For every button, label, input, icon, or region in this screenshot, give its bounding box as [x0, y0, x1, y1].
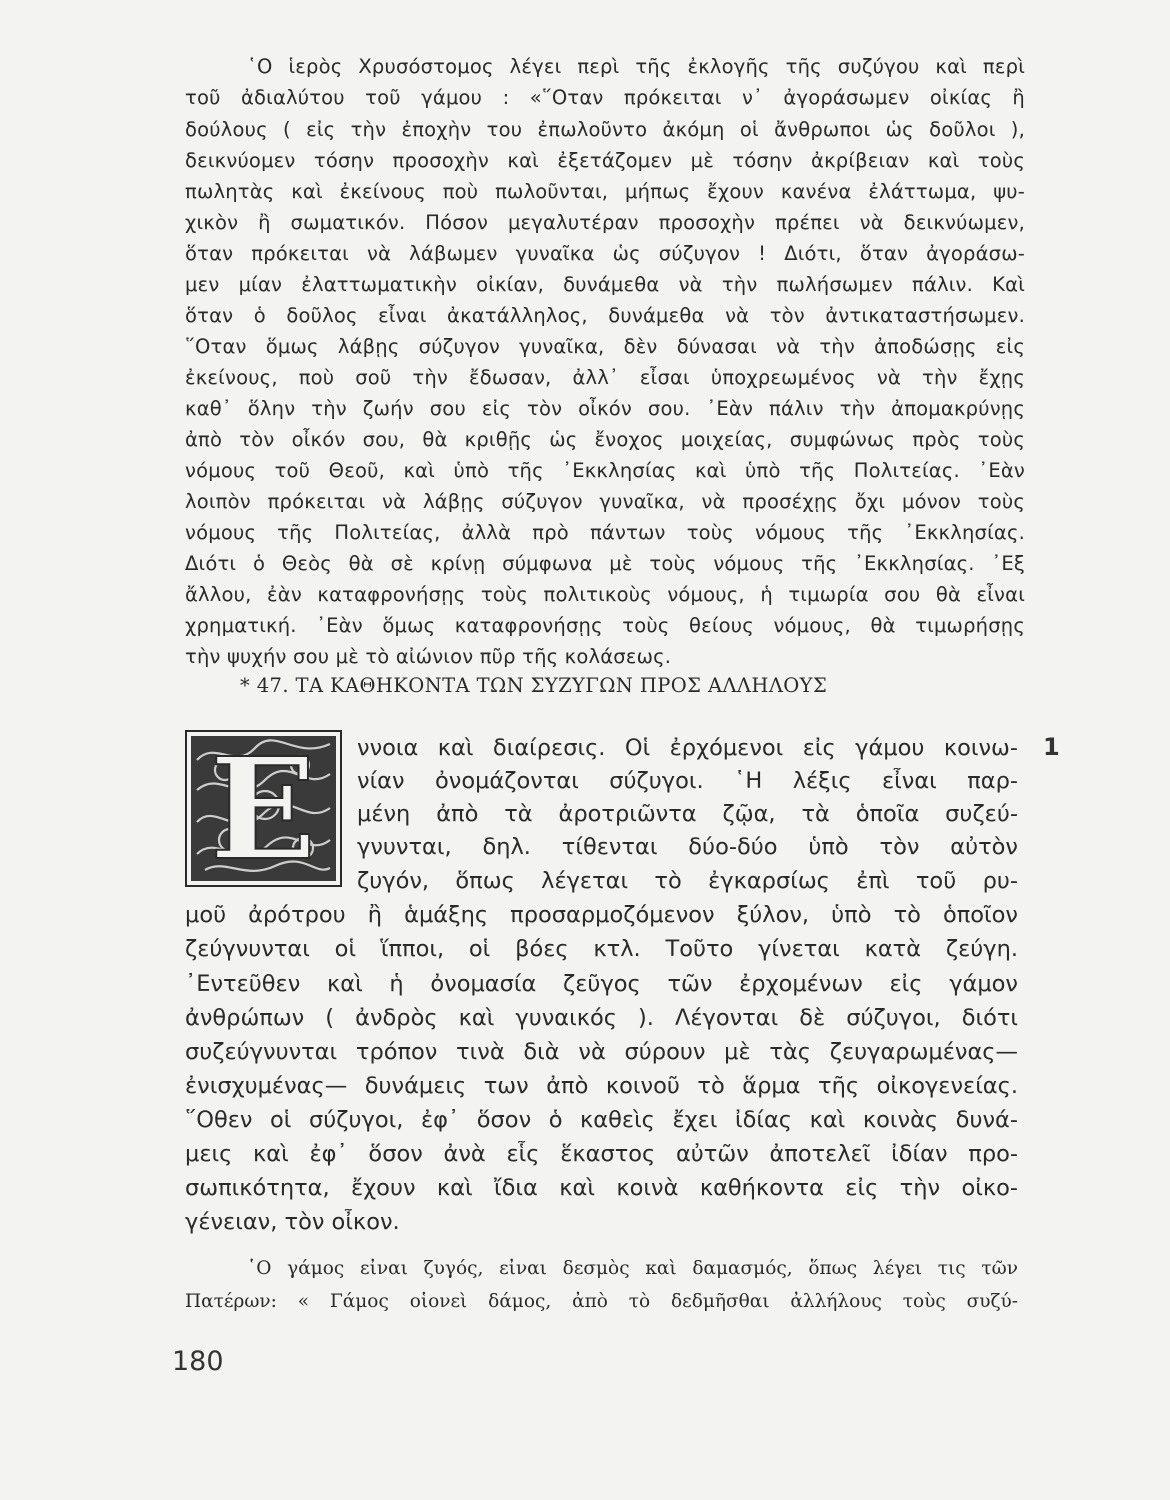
text-line: τοῦ ἀδιαλύτου τοῦ γάμου : «῞Οταν πρόκειται ν᾿ ἀγοράσωμεν οἰκίας ἢ: [185, 86, 1025, 109]
text-line: ἐκείνους, ποὺ σοῦ τὴν ἔδωσαν, ἀλλ᾿ εἶσαι ὑποχρεωμένος νὰ τὴν ἔχῃς: [185, 366, 1025, 389]
text-line: χρηματική. ᾿Εὰν ὅμως καταφρονήσῃς τοὺς θείους νόμους, θὰ τιμωρήσῃς: [185, 614, 1025, 637]
section-heading: * 47. ΤΑ ΚΑΘΗΚΟΝΤΑ ΤΩΝ ΣΥΖΥΓΩΝ ΠΡΟΣ ΑΛΛΗΛΟΥΣ: [240, 674, 828, 697]
text-line: Πατέρων: « Γάμος οἱονεὶ δάμος, ἀπὸ τὸ δεδμῆσθαι ἀλλήλους τοὺς συζύ-: [185, 1291, 1018, 1312]
text-line: ὅταν ὁ δοῦλος εἶναι ἀκατάλληλος, δυνάμεθα νὰ τὸν ἀντικαταστήσωμεν.: [185, 304, 1025, 327]
drop-cap-letter: E: [209, 730, 317, 887]
text-line: ῾Ο ἱερὸς Χρυσόστομος λέγει περὶ τῆς ἐκλογῆς τῆς συζύγου καὶ περὶ: [247, 55, 1025, 78]
text-line: ῞Οθεν οἱ σύζυγοι, ἐφ᾿ ὅσον ὁ καθεὶς ἔχει ἰδίας καὶ κοινὰς δυνά-: [185, 1107, 1018, 1133]
text-line: ἄλλου, ἐὰν καταφρονήσῃς τοὺς πολιτικοὺς νόμους, ἡ τιμωρία σου θὰ εἶναι: [185, 583, 1025, 606]
text-line: γένειαν, τὸν οἶκον.: [185, 1209, 400, 1235]
text-line: μοῦ ἀρότρου ἢ ἁμάξης προσαρμοζόμενον ξύλον, ὑπὸ τὸ ὁποῖον: [185, 902, 1018, 928]
text-line: Διότι ὁ Θεὸς θὰ σὲ κρίνῃ σύμφωνα μὲ τοὺς νόμους τῆς ᾿Εκκλησίας. ᾿Εξ: [185, 552, 1025, 575]
text-line: νίαν ὀνομάζονται σύζυγοι. ῾Η λέξις εἶναι παρ-: [357, 768, 1018, 794]
text-line: ἀνθρώπων ( ἀνδρὸς καὶ γυναικός ). Λέγονται δὲ σύζυγοι, διότι: [185, 1005, 1018, 1031]
text-line: ἐνισχυμένας— δυνάμεις των ἀπὸ κοινοῦ τὸ ἅρμα τῆς οἰκογενείας.: [185, 1073, 1018, 1099]
text-line: συζεύγνυνται τρόπον τινὰ διὰ νὰ σύρουν μὲ τὰς ζευγαρωμένας—: [185, 1039, 1018, 1065]
text-line: λοιπὸν πρόκειται νὰ λάβῃς σύζυγον γυναῖκα, νὰ προσέχῃς ὄχι μόνον τοὺς: [185, 490, 1025, 513]
text-line: τὴν ψυχήν σου μὲ τὸ αἰώνιον πῦρ τῆς κολάσεως.: [185, 645, 672, 668]
text-line: ζυγόν, ὅπως λέγεται τὸ ἐγκαρσίως ἐπὶ τοῦ ρυ-: [357, 868, 1018, 894]
text-line: πωλητὰς καὶ ἐκείνους ποὺ πωλοῦνται, μήπως ἔχουν κανένα ἐλάττωμα, ψυ-: [185, 180, 1025, 203]
text-line: νόμους τοῦ Θεοῦ, καὶ ὑπὸ τῆς ᾿Εκκλησίας καὶ ὑπὸ τῆς Πολιτείας. ᾿Εὰν: [185, 459, 1025, 482]
text-line: ζεύγνυνται οἱ ἵπποι, οἱ βόες κτλ. Τοῦτο γίνεται κατὰ ζεύγη.: [185, 936, 1018, 962]
text-line: δούλους ( εἰς τὴν ἐποχὴν του ἐπωλοῦντο ἀκόμη οἱ ἄνθρωποι ὡς δοῦλοι ),: [185, 118, 1025, 141]
text-line: ἀπὸ τὸν οἶκόν σου, θὰ κριθῇς ὡς ἔνοχος μοιχείας, συμφώνως πρὸς τοὺς: [185, 428, 1025, 451]
text-line: γνυνται, δηλ. τίθενται δύο-δύο ὑπὸ τὸν αὐτὸν: [357, 834, 1018, 860]
text-line: μεν μίαν ἐλαττωματικὴν οἰκίαν, δυνάμεθα νὰ τὴν πωλήσωμεν πάλιν. Καὶ: [185, 273, 1025, 296]
page-number: 180: [172, 1346, 224, 1377]
text-line: ᾿Εντεῦθεν καὶ ἡ ὀνομασία ζεῦγος τῶν ἐρχομένων εἰς γάμον: [185, 971, 1018, 997]
text-line: νόμους τῆς Πολιτείας, ἀλλὰ πρὸ πάντων τοὺς νόμους τῆς ᾿Εκκλησίας.: [185, 521, 1025, 544]
text-line: χικὸν ἢ σωματικόν. Πόσον μεγαλυτέραν προσοχὴν πρέπει νὰ δεικνύωμεν,: [185, 211, 1025, 234]
text-line: ννοια καὶ διαίρεσις. Οἱ ἐρχόμενοι εἰς γάμου κοινω-: [357, 735, 1018, 761]
text-line: καθ᾿ ὅλην τὴν ζωήν σου εἰς τὸν οἶκόν σου. ᾿Εὰν πάλιν τὴν ἀπομακρύνῃς: [185, 397, 1025, 420]
text-line: ῾Ο γάμος εἶναι ζυγός, εἶναι δεσμὸς καὶ δαμασμός, ὅπως λέγει τις τῶν: [247, 1258, 1018, 1279]
text-line: δεικνύομεν τόσην προσοχὴν καὶ ἐξετάζομεν μὲ τόσην ἀκρίβειαν καὶ τοὺς: [185, 149, 1025, 172]
text-line: σωπικότητα, ἔχουν καὶ ἴδια καὶ κοινὰ καθήκοντα εἰς τὴν οἰκο-: [185, 1175, 1018, 1201]
margin-marker: 1: [1043, 733, 1060, 761]
text-line: μένη ἀπὸ τὰ ἀροτριῶντα ζῷα, τὰ ὁποῖα συζεύ-: [357, 801, 1018, 827]
text-line: ὅταν πρόκειται νὰ λάβωμεν γυναῖκα ὡς σύζυγον ! Διότι, ὅταν ἀγοράσω-: [185, 242, 1025, 265]
decorated-initial-e-icon: [185, 730, 342, 887]
text-line: ῞Οταν ὅμως λάβῃς σύζυγον γυναῖκα, δὲν δύνασαι νὰ τὴν ἀποδώσῃς εἰς: [185, 335, 1025, 358]
text-line: μεις καὶ ἐφ᾿ ὅσον ἀνὰ εἷς ἕκαστος αὐτῶν ἀποτελεῖ ἰδίαν προ-: [185, 1141, 1018, 1167]
